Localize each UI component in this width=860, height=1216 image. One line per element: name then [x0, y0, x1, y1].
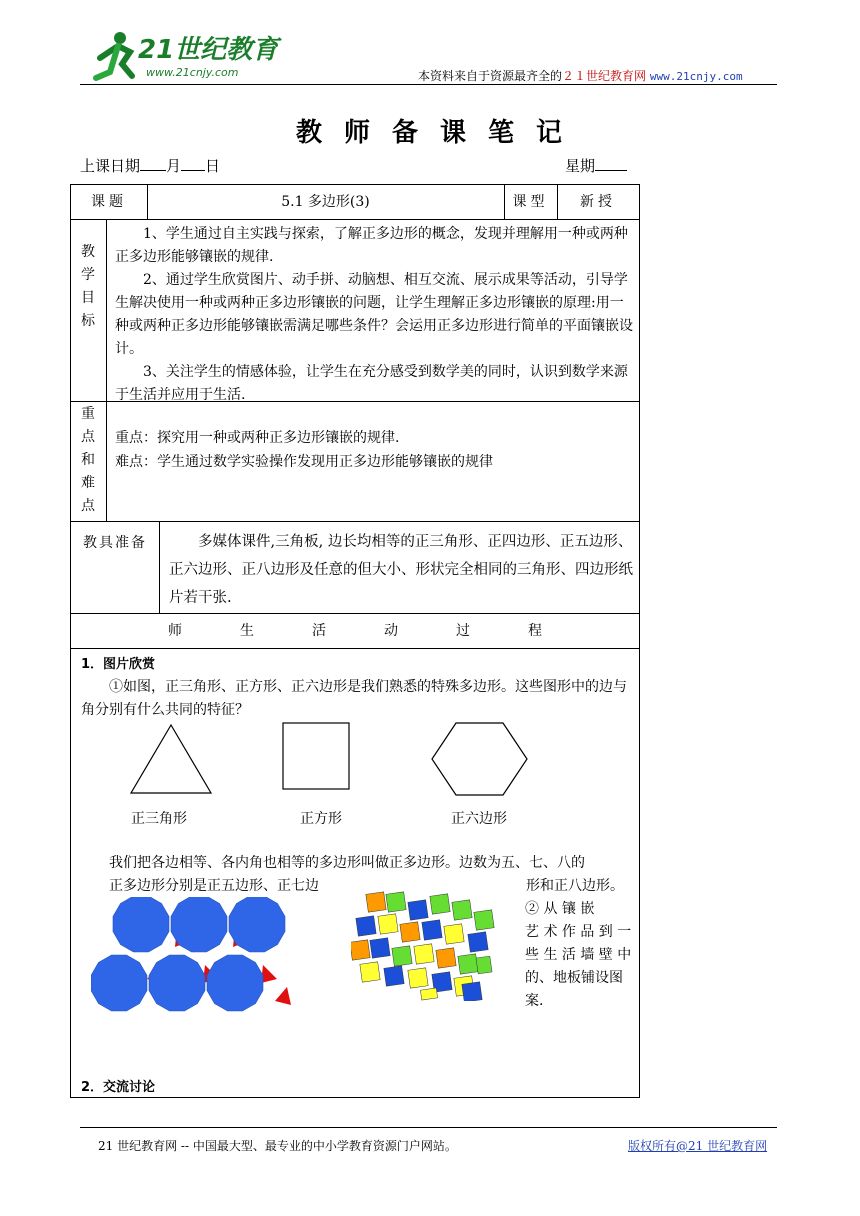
- question-1: ①如图，正三角形、正方形、正六边形是我们熟悉的特殊多边形。这些图形中的边与角分别有什么共同的特征？: [81, 679, 627, 718]
- goal-item: 3、关注学生的情感体验，让学生在充分感受到数学美的同时，认识到数学来源于生活并应用于生活.: [115, 364, 628, 403]
- row-divider: [71, 521, 639, 522]
- header-note: 本资料来自于资源最齐全的２１世纪教育网 www.21cnjy.com: [418, 69, 743, 83]
- goal-item: 2、通过学生欣赏图片、动手拼、动脑想、相互交流、展示成果等活动，引导学生解决使用一种或两种正多边形镶嵌的问题，让学生理解正多边形镶嵌的原理:用一种或两种正多边形能够镶嵌需满足哪些条件？会运用正多边形进行简单的平面镶嵌设计。: [115, 272, 633, 357]
- definition-line-2a: 正多边形分别是正五边形、正七边: [109, 878, 319, 894]
- regular-hexagon-shape: [432, 723, 527, 795]
- goals-text: [115, 223, 633, 407]
- goal-item: 1、学生通过自主实践与探索，了解正多边形的概念，发现并理解用一种或两种正多边形能够镶嵌的规律.: [115, 226, 628, 265]
- tiling-cell: [430, 894, 450, 914]
- tiling-cell: [392, 946, 412, 966]
- tiling-cell: [408, 900, 428, 920]
- logo-text: 21世纪教育: [138, 35, 279, 65]
- runner-icon: [96, 32, 132, 78]
- dodecagon-triangle-tiling: [91, 897, 301, 1019]
- tiling-cells: [351, 892, 494, 1001]
- tiling-cell: [458, 954, 478, 974]
- header-url[interactable]: www.21cnjy.com: [649, 70, 743, 83]
- question-2: ② 从 镶 嵌 艺 术 作 品 到 一 些 生 活 墙 壁 中 的、地板铺设图 案.: [525, 901, 632, 1009]
- document-title: 教师备课笔记: [295, 118, 584, 148]
- tiling-cell: [384, 966, 404, 986]
- logo-url: www.21cnjy.com: [146, 66, 239, 79]
- tiling-cell: [468, 932, 488, 952]
- dodecagon-tile: [113, 897, 169, 952]
- footer-rule: [80, 1127, 777, 1128]
- type-label: 课型: [512, 194, 549, 210]
- shape-label-triangle: 正三角形: [131, 811, 187, 827]
- regular-polygons-figure: [127, 720, 537, 815]
- equilateral-triangle-shape: [131, 725, 211, 793]
- col-divider: [159, 521, 160, 613]
- tiling-cell: [474, 910, 494, 930]
- tiling-cell: [452, 900, 472, 920]
- footer-copyright-link[interactable]: 版权所有@21 世纪教育网: [628, 1139, 768, 1153]
- goals-label: 教 学 目 标: [81, 244, 95, 329]
- tiling-cell: [462, 982, 482, 1001]
- dodecagon-tile: [207, 955, 263, 1011]
- tiling-cell: [378, 914, 398, 934]
- lesson-table: [70, 184, 640, 1098]
- weekday-line: 星期: [565, 155, 627, 176]
- tiling-cell: [422, 920, 442, 940]
- tiling-cell: [444, 924, 464, 944]
- tiling-cell: [356, 916, 376, 936]
- section2-title: 2．交流讨论: [81, 1080, 156, 1095]
- row-divider: [71, 219, 639, 220]
- square-shape: [283, 723, 349, 789]
- topic-value: 5.1 多边形(3): [281, 194, 370, 210]
- dodecagon-tile: [171, 897, 227, 952]
- section1-title: 1．图片欣赏: [81, 657, 156, 672]
- date-line: 上课日期 月 日: [80, 157, 221, 175]
- definition-line-2b: 形和正八边形。: [526, 878, 624, 894]
- header-rule: [80, 84, 777, 85]
- tiling-cell: [386, 892, 406, 912]
- blue-dodecagons: [91, 897, 285, 1011]
- footer-left: 21 世纪教育网 -- 中国最大型、最专业的中小学教育资源门户网站。: [98, 1139, 457, 1153]
- key-points-label: 重 点 和 难 点: [81, 406, 95, 514]
- tiling-cell: [408, 968, 428, 988]
- shape-label-hexagon: 正六边形: [451, 811, 507, 827]
- tiling-cell: [360, 962, 380, 982]
- tiling-cell: [351, 940, 370, 960]
- topic-label: 课题: [91, 194, 127, 210]
- tiling-cell: [400, 922, 420, 942]
- dodecagon-tile: [149, 955, 205, 1011]
- col-divider: [106, 219, 107, 521]
- key-point: 重点：探究用一种或两种正多边形镶嵌的规律.: [115, 430, 400, 446]
- tiling-cell: [370, 938, 390, 958]
- tiling-cell: [436, 948, 456, 968]
- logo: [88, 28, 288, 84]
- shape-label-square: 正方形: [300, 811, 342, 827]
- mixed-tiling-pattern: [351, 885, 501, 1001]
- tiling-cell: [420, 988, 437, 1000]
- dodecagon-tile: [229, 897, 285, 952]
- tiling-cell: [476, 956, 492, 974]
- tiling-cell: [414, 944, 434, 964]
- type-value: 新授: [580, 194, 616, 210]
- row-divider: [71, 648, 639, 649]
- row-divider: [71, 613, 639, 614]
- tools-text: 多媒体课件,三角板, 边长均相等的正三角形、正四边形、正五边形、正六边形、正八边形及任意的但大小、形状完全相同的三角形、四边形纸片若干张.: [169, 534, 633, 606]
- definition-line-1: 我们把各边相等、各内角也相等的多边形叫做正多边形。边数为五、七、八的: [109, 855, 585, 871]
- tiling-cell: [366, 892, 386, 912]
- process-header: 师 生 活 动 过 程: [168, 623, 542, 639]
- difficult-point: 难点：学生通过数学实验操作发现用正多边形能够镶嵌的规律: [115, 454, 493, 470]
- dodecagon-tile: [91, 955, 147, 1011]
- tools-label: 教具准备: [83, 535, 147, 551]
